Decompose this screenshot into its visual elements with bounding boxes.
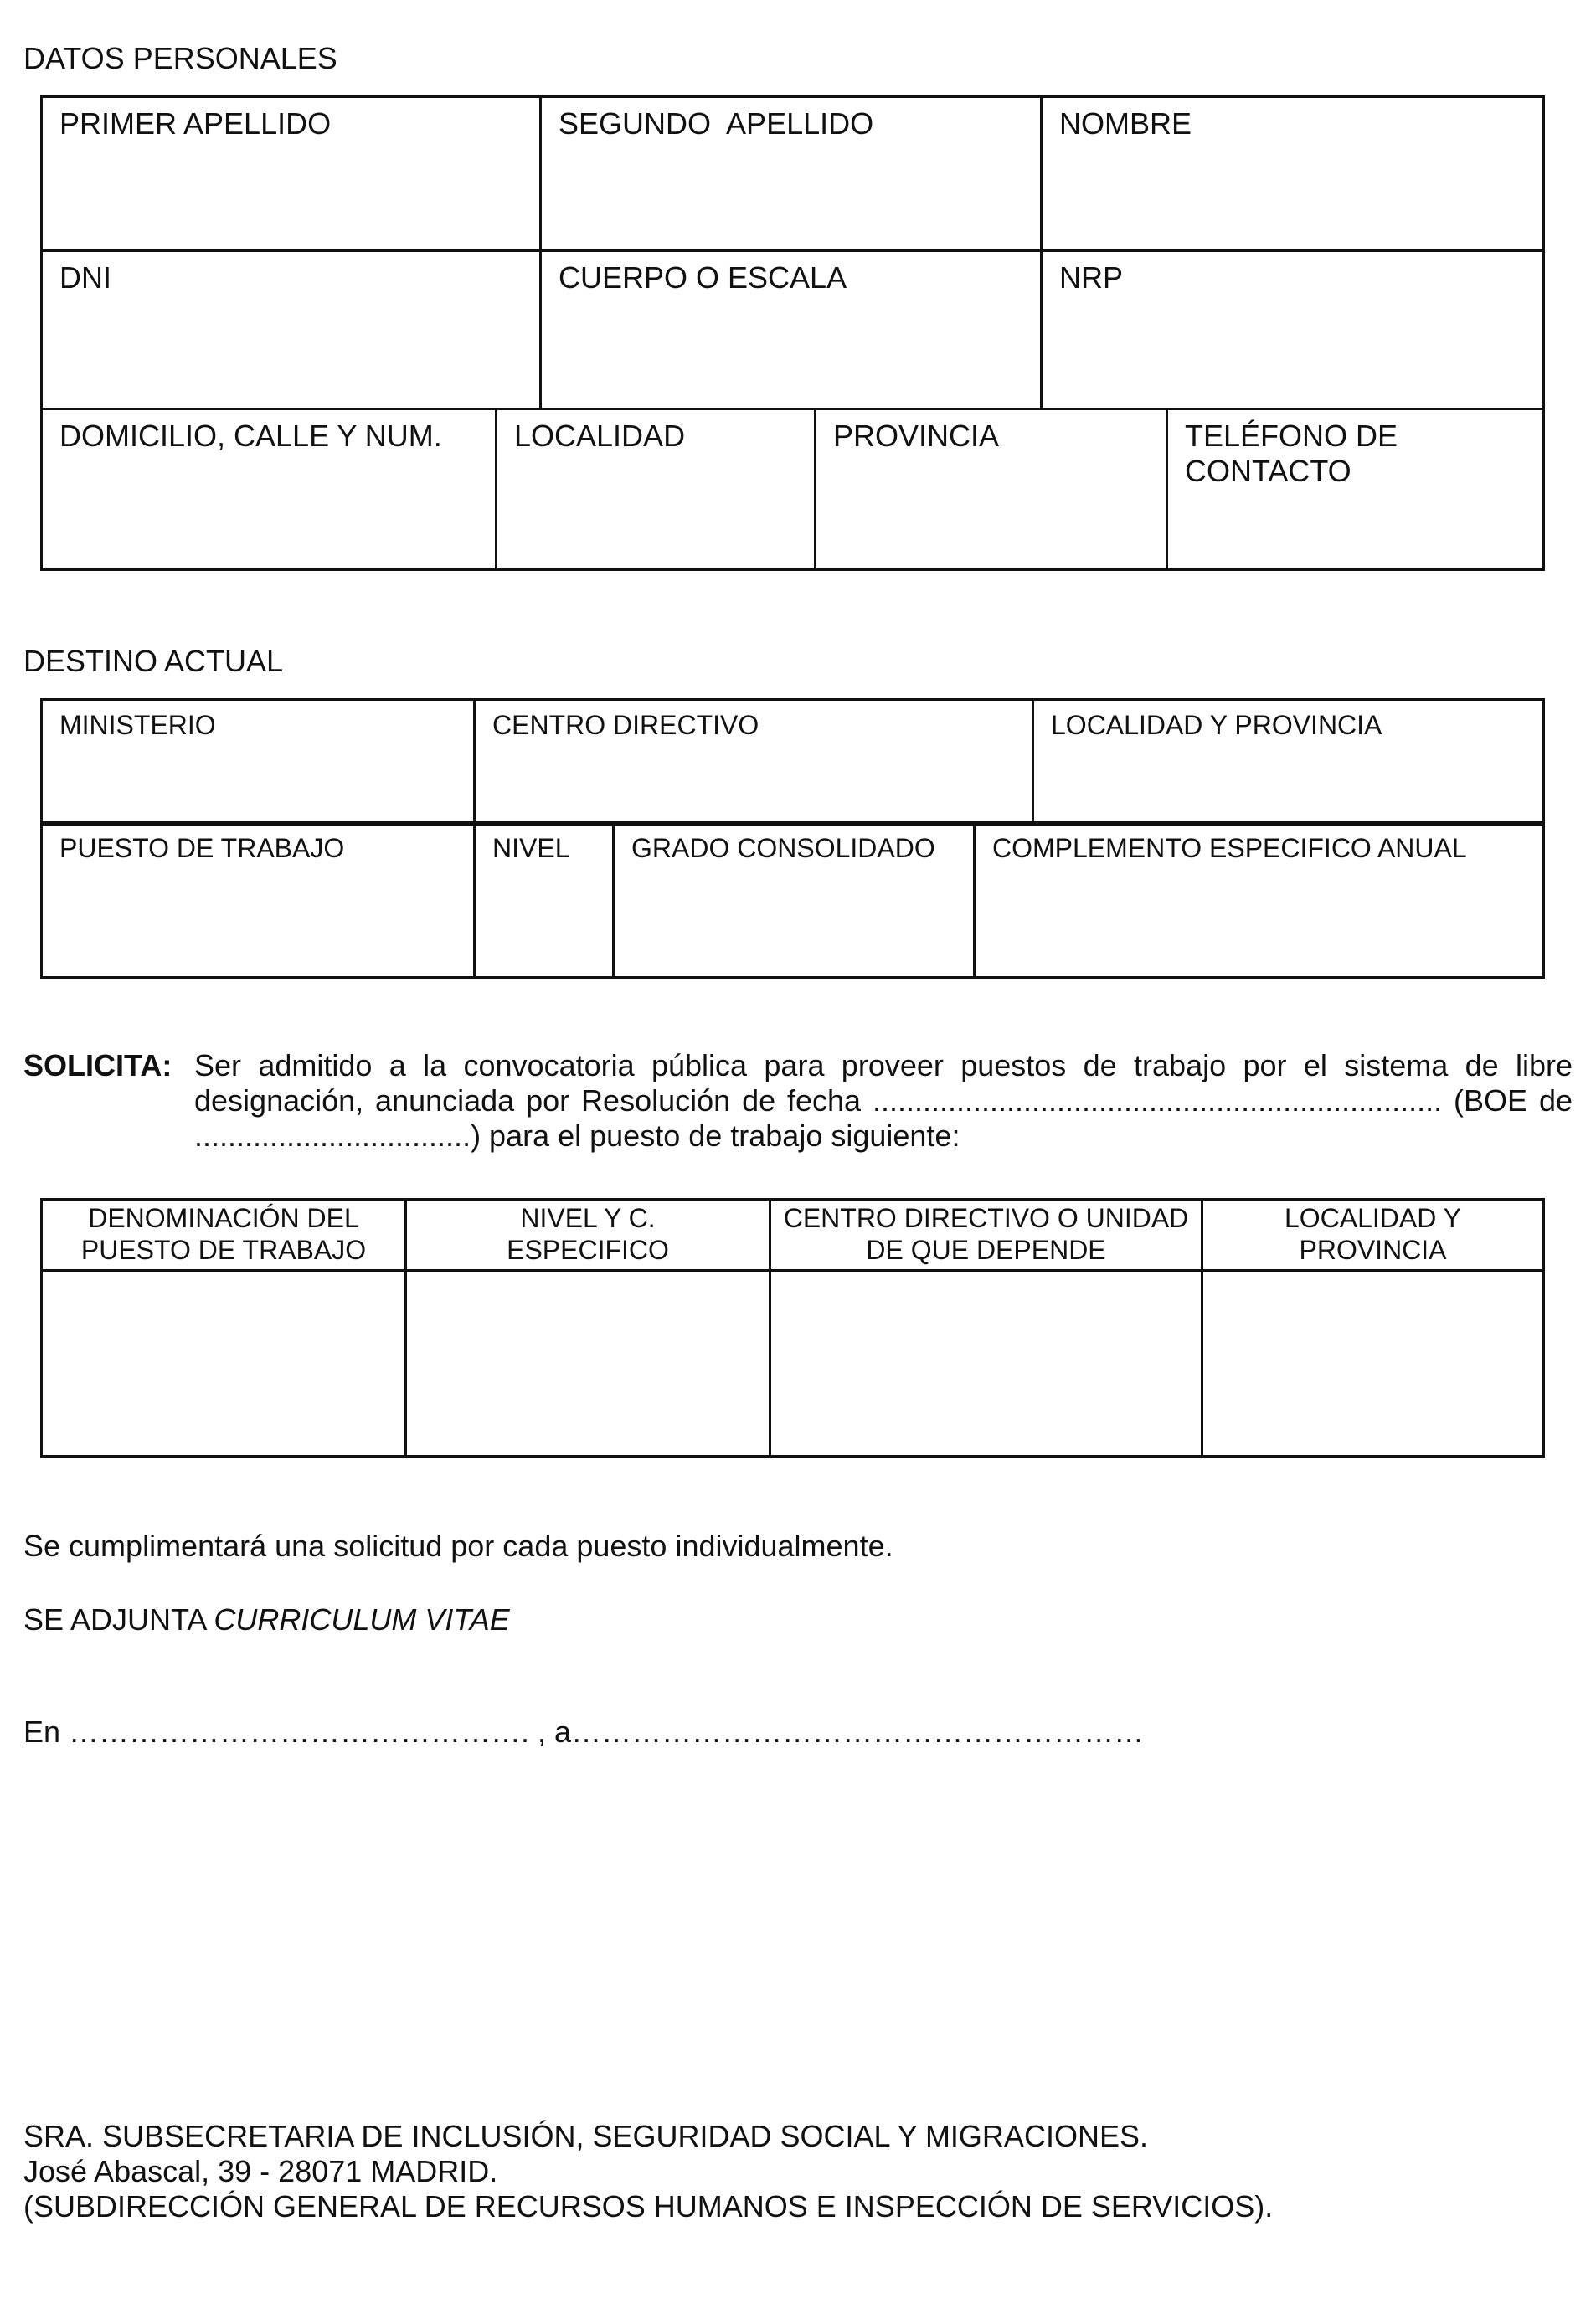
puesto-header-centro xyxy=(770,1200,1202,1271)
centro-unidad-input-cell[interactable] xyxy=(770,1271,1202,1457)
address-line-2: José Abascal, 39 - 28071 MADRID. xyxy=(23,2154,498,2188)
provincia-label: PROVINCIA xyxy=(833,419,1000,453)
nivel-label: NIVEL xyxy=(492,833,570,863)
cuerpo-escala-label: CUERPO O ESCALA xyxy=(559,260,847,295)
ministerio-label: MINISTERIO xyxy=(59,710,216,740)
datos-personales-table xyxy=(40,95,1545,410)
localidad-provincia-field[interactable] xyxy=(1033,700,1544,825)
destino-table-row2 xyxy=(40,821,1545,979)
localidad-field[interactable] xyxy=(497,409,816,570)
address-block xyxy=(23,2119,1273,2224)
domicilio-table xyxy=(40,408,1545,571)
telefono-field[interactable] xyxy=(1167,409,1544,570)
domicilio-field[interactable] xyxy=(42,409,497,570)
puesto-header-denominacion xyxy=(42,1200,406,1271)
puesto-header-localidad xyxy=(1202,1200,1544,1271)
domicilio-label: DOMICILIO, CALLE Y NUM. xyxy=(59,419,442,453)
complemento-especifico-field[interactable] xyxy=(975,823,1544,978)
nombre-label: NOMBRE xyxy=(1059,106,1192,141)
denominacion-header: DENOMINACIÓN DEL PUESTO DE TRABAJO xyxy=(80,1203,367,1265)
dni-field[interactable] xyxy=(42,251,541,409)
nivel-especifico-header: NIVEL Y C. ESPECIFICO xyxy=(507,1203,669,1265)
nrp-label: NRP xyxy=(1059,260,1124,295)
localidad-label: LOCALIDAD xyxy=(514,419,686,453)
complemento-especifico-label: COMPLEMENTO ESPECIFICO ANUAL xyxy=(992,833,1467,863)
address-line-3: (SUBDIRECCIÓN GENERAL DE RECURSOS HUMANOS E INSPECCIÓN DE SERVICIOS). xyxy=(23,2189,1274,2224)
centro-directivo-field[interactable] xyxy=(475,700,1033,825)
puesto-solicitado-table xyxy=(40,1198,1545,1458)
telefono-label: TELÉFONO DE CONTACTO xyxy=(1185,419,1398,488)
grado-consolidado-field[interactable] xyxy=(614,823,975,978)
localidad-provincia-input-cell[interactable] xyxy=(1202,1271,1544,1457)
nivel-especifico-input-cell[interactable] xyxy=(406,1271,770,1457)
section-title-datos-personales: DATOS PERSONALES xyxy=(23,41,337,75)
nrp-field[interactable] xyxy=(1042,251,1544,409)
nivel-field[interactable] xyxy=(475,823,614,978)
denominacion-input-cell[interactable] xyxy=(42,1271,406,1457)
solicita-label: SOLICITA: xyxy=(23,1048,172,1082)
localidad-provincia-label: LOCALIDAD Y PROVINCIA xyxy=(1051,710,1382,740)
primer-apellido-field[interactable] xyxy=(42,97,541,251)
puesto-trabajo-label: PUESTO DE TRABAJO xyxy=(59,833,345,863)
segundo-apellido-field[interactable] xyxy=(541,97,1042,251)
centro-directivo-label: CENTRO DIRECTIVO xyxy=(492,710,759,740)
adjunta-prefix: SE ADJUNTA xyxy=(23,1602,214,1637)
centro-unidad-header: CENTRO DIRECTIVO O UNIDAD DE QUE DEPENDE xyxy=(783,1203,1189,1265)
grado-consolidado-label: GRADO CONSOLIDADO xyxy=(631,833,935,863)
puesto-header-nivel xyxy=(406,1200,770,1271)
address-line-1: SRA. SUBSECRETARIA DE INCLUSIÓN, SEGURIDAD SOCIAL Y MIGRACIONES. xyxy=(23,2119,1148,2153)
provincia-field[interactable] xyxy=(816,409,1167,570)
solicita-text: Ser admitido a la convocatoria pública para proveer puestos de trabajo por el sistema de libre designación, anunciada por Resolución de fecha .................................................................... (BOE de .................................) para el puesto de trabajo siguiente: xyxy=(194,1048,1573,1153)
curriculum-vitae-text: CURRICULUM VITAE xyxy=(214,1602,510,1637)
nombre-field[interactable] xyxy=(1042,97,1544,251)
puesto-trabajo-field[interactable] xyxy=(42,823,475,978)
primer-apellido-label: PRIMER APELLIDO xyxy=(59,106,332,141)
adjunta-cv-note xyxy=(23,1602,510,1638)
cuerpo-escala-field[interactable] xyxy=(541,251,1042,409)
localidad-provincia-header: LOCALIDAD Y PROVINCIA xyxy=(1284,1203,1462,1265)
ministerio-field[interactable] xyxy=(42,700,475,825)
segundo-apellido-label: SEGUNDO APELLIDO xyxy=(559,106,874,141)
solicitud-individual-note: Se cumplimentará una solicitud por cada puesto individualmente. xyxy=(23,1529,893,1563)
solicita-paragraph xyxy=(23,1048,1573,1154)
lugar-fecha-line[interactable]: En ………………………………………. , a………………………………………………… xyxy=(23,1715,1145,1749)
section-title-destino-actual: DESTINO ACTUAL xyxy=(23,644,284,678)
destino-table-row1 xyxy=(40,698,1545,826)
dni-label: DNI xyxy=(59,260,111,295)
